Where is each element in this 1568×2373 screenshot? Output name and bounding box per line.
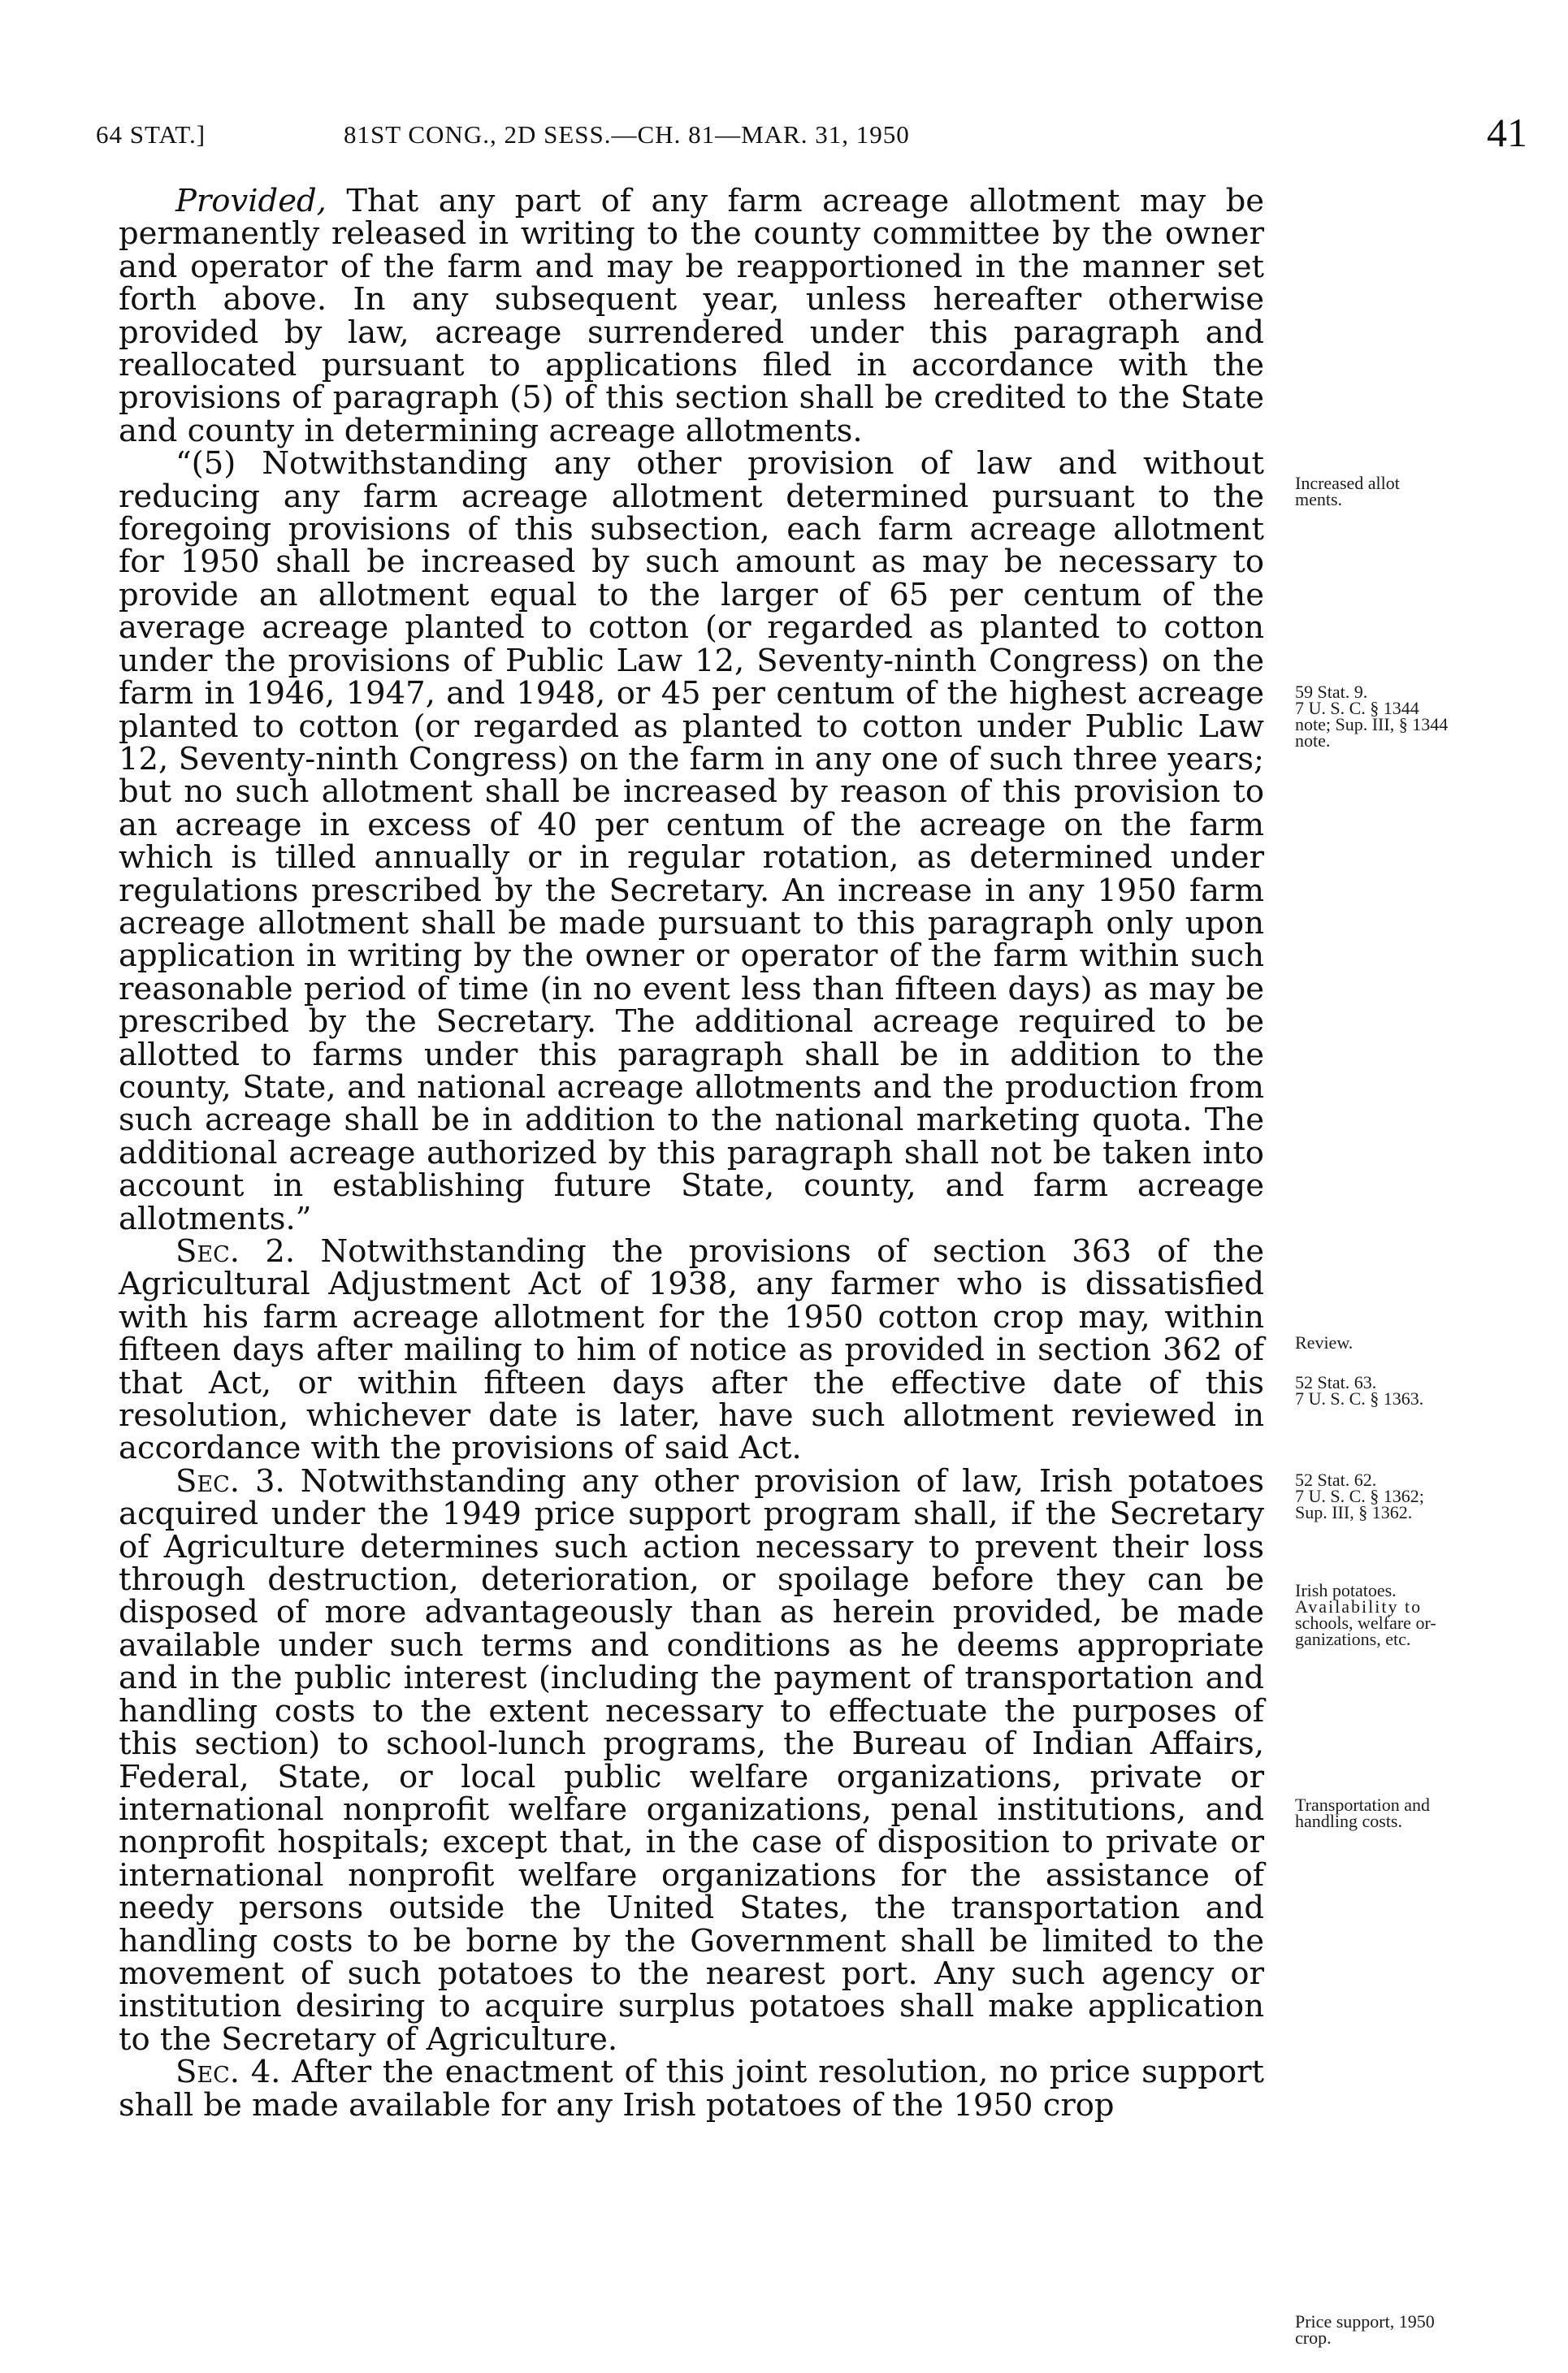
margin-note-review bbox=[1295, 1332, 1539, 1353]
margin-note-line: schools, welfare or- bbox=[1295, 1613, 1436, 1633]
margin-note-line: 52 Stat. 62. bbox=[1295, 1470, 1377, 1490]
congress-session-chapter-date: 81ST CONG., 2D SESS.—CH. 81—MAR. 31, 1950 bbox=[344, 120, 910, 149]
margin-note-line: 7 U. S. C. § 1344 bbox=[1295, 698, 1419, 718]
margin-note-line: ganizations, etc. bbox=[1295, 1629, 1411, 1649]
section-2-text: Notwithstanding the provisions of section 363 of the Agricultural Adjustment Act of 1938, any farmer who is dissatisfied with his farm acreage allotment for the 1950 cotton crop may, within fifteen days after mailing to him of notice as provided in section 362 of that Act, or within fifteen days after the effective date of this resolution, whichever date is later, have such allotment reviewed in accordance with the provisions of said Act. bbox=[119, 1233, 1265, 1467]
section-3-text: Notwithstanding any other provision of law, Irish potatoes acquired under the 1949 price support program shall, if the Secretary of Agriculture determines such action necessary to prevent their loss through destruction, deterioration, or spoilage before they can be disposed of more advantageously than as herein provided, be made available under such terms and conditions as he deems appropriate and in the public interest (including the payment of transportation and handling costs to the extent necessary to effectuate the purposes of this section) to school-lunch programs, the Bureau of Indian Affairs, Federal, State, or local public welfare organizations, private or international nonprofit welfare organizations, penal institutions, and nonprofit hospitals; except that, in the case of disposition to private or international nonprofit welfare organizations for the assistance of needy persons outside the United States, the transportation and handling costs to be borne by the Government shall be limited to the movement of such potatoes to the nearest port. Any such agency or institution desiring to acquire surplus potatoes shall make application to the Secretary of Agriculture. bbox=[119, 1462, 1264, 2058]
margin-note-increased-allotments bbox=[1295, 475, 1539, 508]
proviso-italic-word: Provided, bbox=[175, 183, 327, 219]
margin-note-line: 7 U. S. C. § 1362; bbox=[1295, 1486, 1424, 1506]
paragraph-proviso bbox=[119, 185, 1264, 448]
margin-note-transportation bbox=[1295, 1797, 1539, 1830]
margin-note-citation-59-stat bbox=[1295, 684, 1539, 749]
margin-note-line: crop. bbox=[1295, 2328, 1332, 2348]
section-4-text: After the enactment of this joint resolution, no price support shall be made available for any Irish potatoes of the 1950 crop bbox=[119, 2054, 1265, 2124]
margin-note-line: note; Sup. III, § 1344 bbox=[1295, 714, 1449, 734]
section-2-label: Sec. 2. bbox=[175, 1233, 296, 1270]
proviso-text: That any part of any farm acreage allotment may be permanently released in writing to the county committee by the owner and operator of the farm and may be reapportioned in the manner set forth above. In any subsequent year, unless hereafter otherwise provided by law, acreage surrendered under this paragraph and reallocated pursuant to applications filed in accordance with the provisions of paragraph (5) of this section shall be credited to the State and county in determining acreage allotments. bbox=[119, 183, 1264, 449]
margin-note-line: Irish potatoes. bbox=[1295, 1580, 1397, 1600]
margin-note-line: Transportation and bbox=[1295, 1795, 1431, 1815]
margin-note-line: Availability to bbox=[1295, 1596, 1423, 1617]
margin-note-line: Sup. III, § 1362. bbox=[1295, 1502, 1413, 1522]
margin-note-price-support bbox=[1295, 2311, 1539, 2348]
margin-note-line: 59 Stat. 9. bbox=[1295, 682, 1368, 702]
section-2 bbox=[119, 1233, 1265, 1467]
statute-volume-reference: 64 STAT.] bbox=[96, 120, 206, 149]
margin-note-citation-52-stat-62 bbox=[1295, 1472, 1539, 1521]
margin-note-citation-52-stat-63 bbox=[1295, 1372, 1539, 1409]
margin-note-line: Review. bbox=[1295, 1332, 1354, 1353]
section-3-label: Sec. 3. bbox=[175, 1462, 285, 1500]
margin-note-line: Increased allot bbox=[1295, 473, 1400, 493]
margin-note-line: note. bbox=[1295, 730, 1331, 751]
statute-body-text bbox=[119, 185, 1264, 2122]
margin-note-line: ments. bbox=[1295, 489, 1343, 509]
section-4-label: Sec. 4. bbox=[175, 2054, 281, 2091]
section-3 bbox=[119, 1462, 1264, 2058]
page-number: 41 bbox=[1487, 110, 1527, 155]
margin-note-line: handling costs. bbox=[1295, 1811, 1402, 1831]
page-header bbox=[96, 112, 1534, 169]
margin-note-irish-potatoes bbox=[1295, 1580, 1539, 1649]
section-4 bbox=[119, 2056, 1264, 2122]
margin-note-line: 7 U. S. C. § 1363. bbox=[1295, 1388, 1424, 1409]
paragraph-5: “(5) Notwithstanding any other provision of law and without reducing any farm acreage allotment determined pursuant to the foregoing provisions of this subsection, each farm acreage allotment for 1950 shall be increased by such amount as may be necessary to provide an allotment equal to the larger of 65 per centum of the average acreage planted to cotton (or regarded as planted to cotton under the provisions of Public Law 12, Seventy-ninth Congress) on the farm in 1946, 1947, and 1948, or 45 per centum of the highest acreage planted to cotton (or regarded as planted to cotton under Public Law 12, Seventy-ninth Congress) on the farm in any one of such three years; but no such allotment shall be increased by reason of this provision to an acreage in excess of 40 per centum of the acreage on the farm which is tilled annually or in regular rotation, as determined under regulations prescribed by the Secretary. An increase in any 1950 farm acreage allotment shall be made pursuant to this paragraph only upon application in writing by the owner or operator of the farm within such reasonable period of time (in no event less than fifteen days) as may be prescribed by the Secretary. The additional acreage required to be allotted to farms under this paragraph shall be in addition to the county, State, and national acreage allotments and the production from such acreage shall be in addition to the national marketing quota. The additional acreage authorized by this paragraph shall not be taken into account in establishing future State, county, and farm acreage allotments.” bbox=[119, 445, 1264, 1237]
margin-note-line: Price support, 1950 bbox=[1295, 2311, 1435, 2332]
margin-note-line: 52 Stat. 63. bbox=[1295, 1372, 1377, 1392]
